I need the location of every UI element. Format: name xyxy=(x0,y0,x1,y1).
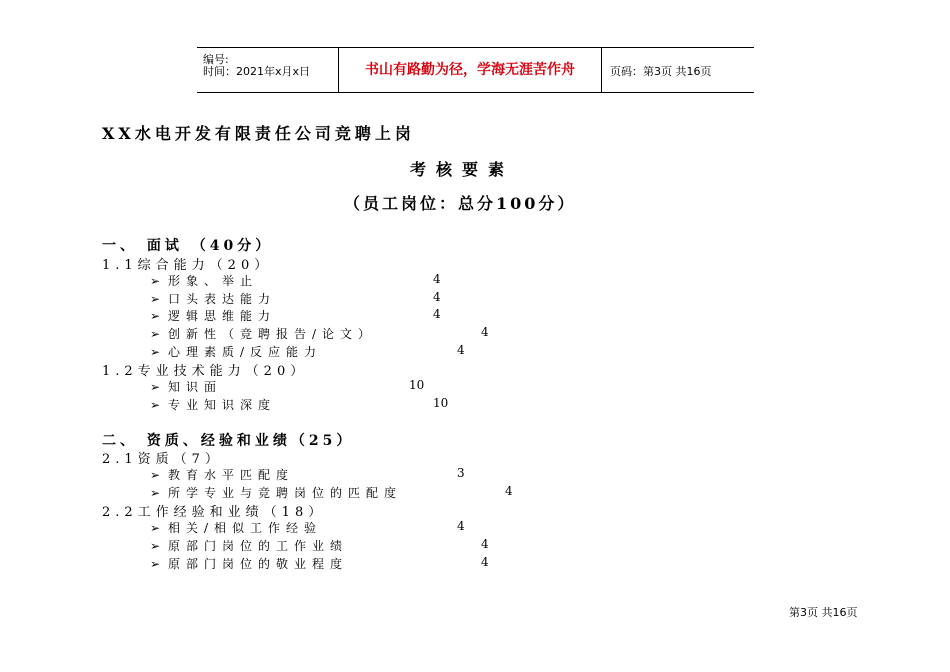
time-label: 时间：2021年x月x日 xyxy=(203,65,311,78)
item-score: 4 xyxy=(433,307,441,321)
header-page-number: 页码：第3页 共16页 xyxy=(610,65,712,78)
list-item xyxy=(150,484,402,501)
item-score: 3 xyxy=(457,466,465,480)
bullet-arrow-icon: ➢ xyxy=(150,486,161,500)
item-label: 心理素质/反应能力 xyxy=(168,345,323,359)
item-label: 原部门岗位的工作业绩 xyxy=(168,539,349,553)
list-item xyxy=(150,272,258,289)
list-item xyxy=(150,466,294,483)
bullet-arrow-icon: ➢ xyxy=(150,274,161,288)
bullet-arrow-icon: ➢ xyxy=(150,468,161,482)
bullet-arrow-icon: ➢ xyxy=(150,380,161,394)
item-score: 10 xyxy=(433,396,449,410)
header-motto: 书山有路勤为径，学海无涯苦作舟 xyxy=(339,48,602,92)
item-score: 4 xyxy=(457,343,465,357)
item-label: 教育水平匹配度 xyxy=(168,468,295,482)
document-scope: （员工岗位：总分100分） xyxy=(344,194,577,213)
item-label: 形象、举止 xyxy=(168,274,259,288)
bullet-arrow-icon: ➢ xyxy=(150,398,161,412)
header-info-cell xyxy=(197,48,339,92)
bullet-arrow-icon: ➢ xyxy=(150,292,161,306)
item-score: 10 xyxy=(409,378,425,392)
item-score: 4 xyxy=(481,555,489,569)
item-score: 4 xyxy=(481,537,489,551)
item-label: 知识面 xyxy=(168,380,223,394)
list-item xyxy=(150,555,348,572)
list-item xyxy=(150,343,322,360)
list-item xyxy=(150,396,276,413)
item-label: 所学专业与竞聘岗位的匹配度 xyxy=(168,486,403,500)
item-score: 4 xyxy=(457,519,465,533)
list-item xyxy=(150,325,376,342)
item-score: 4 xyxy=(481,325,489,339)
item-label: 逻辑思维能力 xyxy=(168,309,277,323)
subsection-heading-technical: 1.2专业技术能力（20） xyxy=(102,364,309,379)
item-score: 4 xyxy=(433,272,441,286)
list-item xyxy=(150,378,222,395)
bullet-arrow-icon: ➢ xyxy=(150,345,161,359)
subsection-heading-credentials: 2.1资质（7） xyxy=(102,452,223,467)
bullet-arrow-icon: ➢ xyxy=(150,309,161,323)
subsection-heading-comprehensive: 1.1综合能力（20） xyxy=(102,258,273,273)
bullet-arrow-icon: ➢ xyxy=(150,521,161,535)
document-subtitle: 考核要素 xyxy=(410,160,515,179)
bullet-arrow-icon: ➢ xyxy=(150,327,161,341)
section-heading-qualification: 二、 资质、经验和业绩（25） xyxy=(102,433,355,449)
bullet-arrow-icon: ➢ xyxy=(150,557,161,571)
item-label: 口头表达能力 xyxy=(168,292,277,306)
number-label: 编号: xyxy=(203,53,229,66)
item-label: 相关/相似工作经验 xyxy=(168,521,323,535)
company-title: XX水电开发有限责任公司竞聘上岗 xyxy=(102,124,415,143)
item-label: 创新性（竞聘报告/论文） xyxy=(168,327,377,341)
list-item xyxy=(150,307,276,324)
item-score: 4 xyxy=(433,290,441,304)
subsection-heading-experience: 2.2工作经验和业绩（18） xyxy=(102,505,327,520)
list-item xyxy=(150,519,322,536)
section-heading-interview: 一、 面试 （40分） xyxy=(102,238,274,254)
item-score: 4 xyxy=(505,484,513,498)
bullet-arrow-icon: ➢ xyxy=(150,539,161,553)
page-header xyxy=(197,47,754,93)
list-item xyxy=(150,537,348,554)
item-label: 原部门岗位的敬业程度 xyxy=(168,557,349,571)
item-label: 专业知识深度 xyxy=(168,398,277,412)
list-item xyxy=(150,290,276,307)
footer-page-number: 第3页 共16页 xyxy=(789,606,858,619)
